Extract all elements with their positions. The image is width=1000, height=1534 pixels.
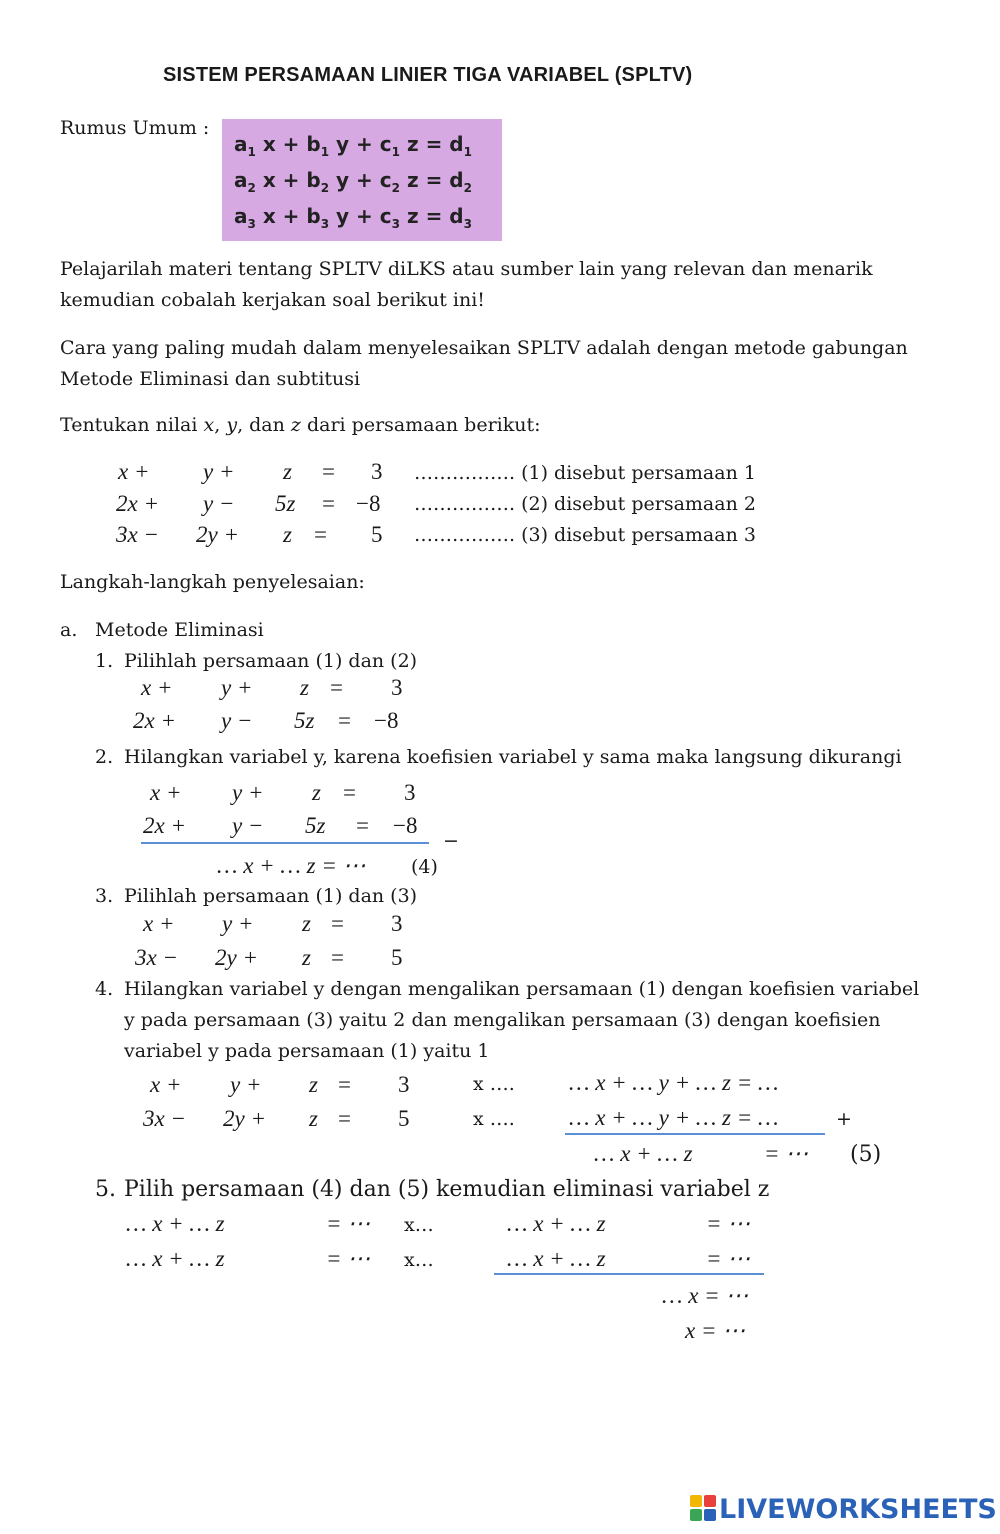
step-4-text-line-2: y pada persamaan (3) yaitu 2 dan mengalikan persamaan (3) dengan koefisien bbox=[124, 1009, 881, 1031]
step-4-text-line-1: Hilangkan variabel y dengan mengalikan persamaan (1) dengan koefisien variabel bbox=[124, 978, 920, 1000]
s2-eq2-c2: y − bbox=[232, 813, 264, 838]
step-5-left-eq-1[interactable]: … x + … z bbox=[126, 1211, 225, 1236]
step-5-multiplier-2[interactable]: x… bbox=[404, 1249, 434, 1271]
step-5-right-eq-2[interactable]: … x + … z bbox=[507, 1246, 606, 1271]
s3-eq1-c5: 3 bbox=[391, 911, 403, 936]
s1-eq1-c4: = bbox=[330, 675, 343, 700]
step-4-addition-line bbox=[565, 1133, 825, 1135]
step-5-number: 5. bbox=[95, 1177, 116, 1202]
s2-eq2-c5: −8 bbox=[393, 813, 418, 838]
eq2-note: ……………. (2) disebut persamaan 2 bbox=[414, 493, 756, 515]
step-2-result-blank[interactable]: … x + … z = ⋯ bbox=[217, 853, 366, 878]
page-title: SISTEM PERSAMAAN LINIER TIGA VARIABEL (SPLTV) bbox=[163, 64, 693, 86]
s3-eq2-c4: = bbox=[331, 945, 344, 970]
step-5-left-eq-2-rhs[interactable]: = ⋯ bbox=[326, 1246, 371, 1271]
s2-eq1-c4: = bbox=[343, 780, 356, 805]
liveworksheets-logo-icon bbox=[690, 1495, 716, 1521]
eq2-c5: −8 bbox=[356, 491, 381, 516]
eq3-c4: = bbox=[314, 522, 327, 547]
step-3-number: 3. bbox=[95, 885, 114, 907]
eq2-c1: 2x + bbox=[116, 491, 159, 516]
step-4-result-blank[interactable]: … x + … z bbox=[594, 1141, 693, 1166]
s2-eq1-c5: 3 bbox=[404, 780, 416, 805]
s4-eq2-c1: 3x − bbox=[143, 1106, 186, 1131]
eq1-c1: x + bbox=[118, 459, 150, 484]
eq1-c5: 3 bbox=[371, 459, 383, 484]
s1-eq1-c3: z bbox=[300, 675, 309, 700]
eq2-c4: = bbox=[322, 491, 335, 516]
step-4-plus-sign: + bbox=[836, 1108, 852, 1130]
eq1-c3: z bbox=[283, 459, 292, 484]
step-4-number: 4. bbox=[95, 978, 114, 1000]
question-prompt: Tentukan nilai x, y, dan z dari persamaan berikut: bbox=[60, 414, 541, 436]
formula-line-2: $a_2$ $x + b_2$ $y + c_2$ $z = d_2$ bbox=[234, 168, 472, 195]
s4-eq1-c1: x + bbox=[150, 1072, 182, 1097]
step-2-text: Hilangkan variabel y, karena koefisien variabel y sama maka langsung dikurangi bbox=[124, 746, 902, 768]
step-4-blank-eq-1[interactable]: … x + … y + … z = … bbox=[569, 1070, 779, 1095]
paragraph-1-line-1: Pelajarilah materi tentang SPLTV diLKS atau sumber lain yang relevan dan menarik bbox=[60, 258, 873, 280]
s4-eq2-c4: = bbox=[338, 1106, 351, 1131]
step-5-left-eq-1-rhs[interactable]: = ⋯ bbox=[326, 1211, 371, 1236]
step-5-line bbox=[494, 1273, 764, 1275]
s1-eq1-c2: y + bbox=[221, 675, 253, 700]
step-5-right-eq-1[interactable]: … x + … z bbox=[507, 1211, 606, 1236]
s1-eq2-c3: 5z bbox=[294, 708, 315, 733]
s2-eq1-c2: y + bbox=[232, 780, 264, 805]
eq1-c4: = bbox=[322, 459, 335, 484]
s1-eq2-c5: −8 bbox=[374, 708, 399, 733]
s4-eq2-c5: 5 bbox=[398, 1106, 410, 1131]
formula-line-3: $a_3$ $x + b_3$ $y + c_3$ $z = d_3$ bbox=[234, 204, 472, 231]
section-a-title: Metode Eliminasi bbox=[95, 619, 264, 641]
s1-eq2-c4: = bbox=[338, 708, 351, 733]
s3-eq1-c4: = bbox=[331, 911, 344, 936]
s1-eq2-c1: 2x + bbox=[133, 708, 176, 733]
s4-eq2-c2: 2y + bbox=[223, 1106, 266, 1131]
s1-eq1-c1: x + bbox=[141, 675, 173, 700]
eq1-note: ……………. (1) disebut persamaan 1 bbox=[414, 462, 756, 484]
step-4-text-line-3: variabel y pada persamaan (1) yaitu 1 bbox=[124, 1040, 490, 1062]
s3-eq1-c1: x + bbox=[143, 911, 175, 936]
s3-eq1-c3: z bbox=[302, 911, 311, 936]
step-2-number: 2. bbox=[95, 746, 114, 768]
s4-eq1-c3: z bbox=[309, 1072, 318, 1097]
step-4-blank-eq-2[interactable]: … x + … y + … z = … bbox=[569, 1105, 779, 1130]
s4-eq1-c2: y + bbox=[230, 1072, 262, 1097]
formula-line-1: $a_1$ $x + b_1$ $y + c_1$ $z = d_1$ bbox=[234, 132, 472, 159]
liveworksheets-logo: LIVEWORKSHEETS bbox=[690, 1494, 997, 1525]
s2-eq2-c4: = bbox=[356, 813, 369, 838]
rumus-umum-label: Rumus Umum : bbox=[60, 117, 210, 139]
eq3-c2: 2y + bbox=[196, 522, 239, 547]
eq1-c2: y + bbox=[203, 459, 235, 484]
step-5-left-eq-2[interactable]: … x + … z bbox=[126, 1246, 225, 1271]
step-1-text: Pilihlah persamaan (1) dan (2) bbox=[124, 650, 418, 672]
eq3-c3: z bbox=[283, 522, 292, 547]
s2-eq2-c3: 5z bbox=[305, 813, 326, 838]
s1-eq2-c2: y − bbox=[221, 708, 253, 733]
s3-eq2-c5: 5 bbox=[391, 945, 403, 970]
step-4-result-equals[interactable]: = ⋯ bbox=[764, 1141, 809, 1166]
step-2-minus-sign: − bbox=[443, 830, 459, 852]
step-4-tag: (5) bbox=[850, 1142, 882, 1167]
step-5-result-1[interactable]: … x = ⋯ bbox=[662, 1283, 749, 1308]
eq3-note: ……………. (3) disebut persamaan 3 bbox=[414, 524, 756, 546]
eq2-c2: y − bbox=[203, 491, 235, 516]
s3-eq2-c2: 2y + bbox=[215, 945, 258, 970]
paragraph-2-line-2: Metode Eliminasi dan subtitusi bbox=[60, 368, 361, 390]
s4-eq1-c5: 3 bbox=[398, 1072, 410, 1097]
step-5-right-eq-1-rhs[interactable]: = ⋯ bbox=[706, 1211, 751, 1236]
eq2-c3: 5z bbox=[275, 491, 296, 516]
steps-label: Langkah-langkah penyelesaian: bbox=[60, 571, 365, 593]
s2-eq1-c1: x + bbox=[150, 780, 182, 805]
step-2-subtraction-line bbox=[141, 842, 429, 844]
s3-eq2-c1: 3x − bbox=[135, 945, 178, 970]
s2-eq1-c3: z bbox=[312, 780, 321, 805]
eq3-c5: 5 bbox=[371, 522, 383, 547]
step-5-right-eq-2-rhs[interactable]: = ⋯ bbox=[706, 1246, 751, 1271]
paragraph-1-line-2: kemudian cobalah kerjakan soal berikut ini! bbox=[60, 289, 485, 311]
s2-eq2-c1: 2x + bbox=[143, 813, 186, 838]
step-2-tag: (4) bbox=[411, 856, 438, 878]
general-formula-box bbox=[222, 119, 502, 241]
step-3-text: Pilihlah persamaan (1) dan (3) bbox=[124, 885, 418, 907]
step-5-multiplier-1[interactable]: x… bbox=[404, 1214, 434, 1236]
section-a-marker: a. bbox=[60, 619, 78, 641]
step-5-text: Pilih persamaan (4) dan (5) kemudian eliminasi variabel z bbox=[124, 1177, 770, 1202]
step-4-multiplier-2[interactable]: x …. bbox=[473, 1108, 515, 1130]
s1-eq1-c5: 3 bbox=[391, 675, 403, 700]
step-5-result-2[interactable]: x = ⋯ bbox=[685, 1318, 746, 1343]
eq3-c1: 3x − bbox=[116, 522, 159, 547]
s3-eq2-c3: z bbox=[302, 945, 311, 970]
s3-eq1-c2: y + bbox=[222, 911, 254, 936]
step-4-multiplier-1[interactable]: x …. bbox=[473, 1073, 515, 1095]
s4-eq2-c3: z bbox=[309, 1106, 318, 1131]
paragraph-2-line-1: Cara yang paling mudah dalam menyelesaikan SPLTV adalah dengan metode gabungan bbox=[60, 337, 908, 359]
s4-eq1-c4: = bbox=[338, 1072, 351, 1097]
step-1-number: 1. bbox=[95, 650, 114, 672]
